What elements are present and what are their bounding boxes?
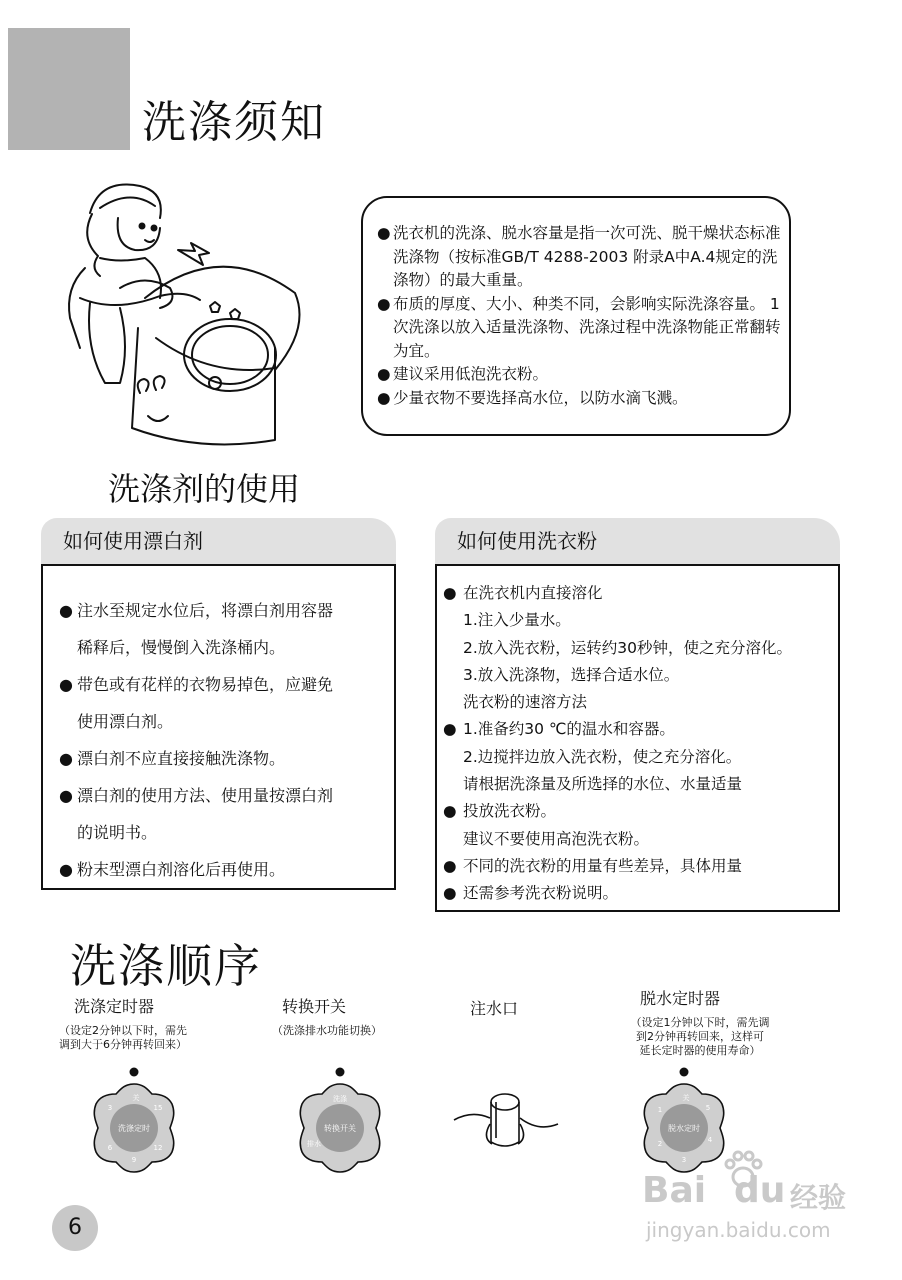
spin-timer-tick: 3 <box>681 1156 687 1164</box>
bleach-line: 的说明书。 <box>77 823 158 842</box>
wash-timer-note: （设定2分钟以下时，需先 调到大于6分钟再转回来） <box>59 1024 187 1051</box>
powder-list <box>437 580 792 908</box>
spin-timer-tick: 关 <box>682 1094 690 1102</box>
wash-timer-label: 洗涤定时器 <box>74 997 155 1016</box>
spin-timer-indicator-dot <box>680 1068 689 1077</box>
notice-list <box>377 222 785 410</box>
wash-timer-tick: 关 <box>132 1094 140 1102</box>
bleach-line: ● 漂白剂的使用方法、使用量按漂白剂 <box>59 786 334 805</box>
watermark-brand-du: du <box>734 1170 786 1211</box>
wash-timer-tick: 6 <box>107 1144 113 1152</box>
wash-timer-tick: 15 <box>153 1104 163 1112</box>
wash-timer-dial[interactable] <box>78 1064 190 1188</box>
spin-timer-center-text: 脱水定时 <box>668 1124 700 1133</box>
bleach-line: ● 带色或有花样的衣物易掉色，应避免 <box>59 675 334 694</box>
spin-timer-tick: 5 <box>705 1104 711 1112</box>
spin-timer-tick: 2 <box>657 1140 663 1148</box>
header-gray-block <box>8 28 130 150</box>
spin-timer-tick: 4 <box>707 1136 713 1144</box>
powder-panel <box>435 564 840 912</box>
wash-timer-tick: 12 <box>153 1144 163 1152</box>
bleach-line: 稀释后，慢慢倒入洗涤桶内。 <box>77 638 286 657</box>
switch-indicator-dot <box>336 1068 345 1077</box>
baidu-watermark <box>640 1150 860 1250</box>
powder-line: ● 投放洗衣粉。 <box>443 802 557 821</box>
notice-item: ● 洗衣机的洗涤、脱水容量是指一次可洗、脱干燥状态标准洗涤物（按标准GB/T 4288-2003 附录A中A.4规定的洗涤物）的最大重量。 <box>377 224 781 289</box>
page-title: 洗涤须知 <box>142 97 326 148</box>
spin-timer-note: （设定1分钟以下时，需先调 到2分钟再转回来，这样可 延长定时器的使用寿命） <box>630 1016 770 1057</box>
bleach-line: 使用漂白剂。 <box>77 712 174 731</box>
woman-washer-illustration <box>60 178 350 453</box>
bleach-tab: 如何使用漂白剂 <box>41 518 396 564</box>
notice-item: ● 建议采用低泡洗衣粉。 <box>377 365 549 383</box>
bleach-line: ● 漂白剂不应直接接触洗涤物。 <box>59 749 286 768</box>
spin-timer-tick: 1 <box>657 1106 663 1114</box>
powder-line: ● 1.准备约30 ℃的温水和容器。 <box>443 720 675 739</box>
watermark-url: jingyan.baidu.com <box>646 1218 831 1242</box>
switch-note: （洗涤排水功能切换） <box>272 1024 382 1037</box>
page-number: 6 <box>52 1205 98 1251</box>
wash-timer-tick: 9 <box>131 1156 137 1164</box>
wash-timer-indicator-dot <box>130 1068 139 1077</box>
sequence-section-title: 洗涤顺序 <box>70 939 262 993</box>
wash-timer-tick: 3 <box>107 1104 113 1112</box>
powder-line: 洗衣粉的速溶方法 <box>463 693 588 712</box>
watermark-brand: Bai <box>642 1170 707 1211</box>
detergent-section-title: 洗涤剂的使用 <box>108 470 301 508</box>
notice-item: ● 少量衣物不要选择高水位，以防水滴飞溅。 <box>377 388 688 407</box>
water-inlet-label: 注水口 <box>470 999 519 1018</box>
powder-line: ● 在洗衣机内直接溶化 <box>443 584 603 602</box>
bleach-panel <box>41 564 396 890</box>
switch-tick: 排水 <box>307 1140 321 1148</box>
powder-line: 2.放入洗衣粉，运转约30秒钟，使之充分溶化。 <box>463 638 793 657</box>
wash-timer-center-text: 洗涤定时 <box>118 1124 150 1133</box>
bleach-list <box>59 592 333 888</box>
water-inlet-illustration <box>452 1088 562 1158</box>
powder-line: 请根据洗涤量及所选择的水位、水量适量 <box>463 775 743 794</box>
watermark-cn: 经验 <box>790 1181 847 1214</box>
notice-item: ● 布质的厚度、大小、种类不同，会影响实际洗涤容量。 1次洗涤以放入适量洗涤物、洗涤过程中洗涤物能正常翻转为宜。 <box>377 294 781 360</box>
switch-label: 转换开关 <box>282 997 347 1016</box>
powder-line: ● 不同的洗衣粉的用量有些差异，具体用量 <box>443 856 743 875</box>
spin-timer-label: 脱水定时器 <box>640 989 721 1008</box>
powder-line: 1.注入少量水。 <box>463 611 571 630</box>
washing-notice-box <box>361 196 791 436</box>
powder-line: ● 还需参考洗衣粉说明。 <box>443 884 619 903</box>
switch-dial[interactable] <box>284 1064 396 1188</box>
switch-center-text: 转换开关 <box>324 1124 356 1133</box>
bleach-line: ● 注水至规定水位后，将漂白剂用容器 <box>59 601 334 620</box>
powder-line: 建议不要使用高泡洗衣粉。 <box>463 829 650 848</box>
switch-tick: 洗涤 <box>333 1095 347 1103</box>
powder-line: 2.边搅拌边放入洗衣粉，使之充分溶化。 <box>463 747 742 766</box>
bleach-line: ● 粉末型漂白剂溶化后再使用。 <box>59 860 286 879</box>
powder-tab: 如何使用洗衣粉 <box>435 518 840 564</box>
powder-line: 3.放入洗涤物，选择合适水位。 <box>463 665 680 684</box>
